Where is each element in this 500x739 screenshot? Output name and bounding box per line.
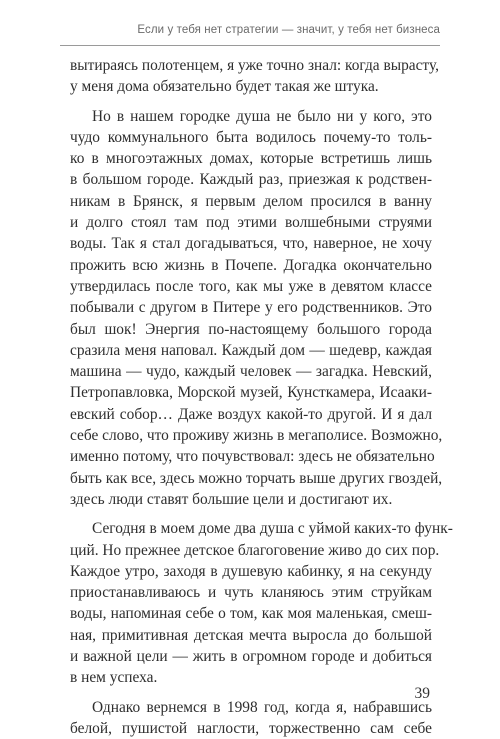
text-line: и долго стоял там под этими волшебными струями bbox=[70, 214, 432, 232]
text-line: ная, примитивная детская мечта выросла до большой bbox=[70, 626, 432, 644]
text-line: быть как все, здесь можно торчать выше других гвоздей, bbox=[70, 469, 443, 487]
text-line: вытираясь полотенцем, я уже точно знал: когда вырасту, bbox=[70, 57, 439, 74]
text-line: в большом городе. Каждый раз, приезжая к родствен- bbox=[70, 171, 432, 189]
text-line: чудо коммунального быта водилось почему-то толь- bbox=[70, 128, 432, 146]
text-line: Каждое утро, заходя в душевую кабинку, я на секунду bbox=[70, 562, 432, 580]
text-line: в нем успеха. bbox=[70, 669, 158, 687]
text-line: воды. Так я стал догадываться, что, наверное, не хочу bbox=[70, 235, 432, 253]
text-line: ций. Но прежнее детское благоговение живо до сих пор. bbox=[70, 541, 440, 559]
paragraph-4 bbox=[70, 697, 432, 739]
paragraph-3 bbox=[70, 518, 453, 688]
text-line: приостанавливаюсь и чуть кланяюсь этим струйкам bbox=[70, 584, 432, 602]
paragraph-2 bbox=[70, 106, 443, 511]
text-line: Петропавловка, Морской музей, Кунсткамера, Исааки- bbox=[70, 384, 432, 402]
header-rule bbox=[60, 45, 440, 46]
paragraph-1 bbox=[70, 55, 439, 98]
text-line: здесь люди ставят большие цели и достигают их. bbox=[70, 490, 393, 508]
text-line: никам в Брянск, я первым делом просился в ванну bbox=[70, 192, 432, 210]
text-line: именно потому, что почувствовал: здесь не обязательно bbox=[70, 448, 435, 466]
text-line: ко в многоэтажных домах, которые встретишь лишь bbox=[70, 150, 432, 168]
page-number: 39 bbox=[414, 685, 430, 702]
text-line: машина — чудо, каждый человек — загадка. Невский, bbox=[70, 363, 432, 381]
text-line: побывали с другом в Питере у его родственников. Это bbox=[70, 299, 432, 317]
text-line: воды, напоминая себе о том, как моя маленькая, смеш- bbox=[70, 605, 432, 623]
running-header: Если у тебя нет стратегии — значит, у тебя нет бизнеса bbox=[137, 24, 440, 36]
text-line: был шок! Энергия по-настоящему большого города bbox=[70, 320, 432, 338]
text-line: прожить всю жизнь в Почепе. Догадка окончательно bbox=[70, 256, 432, 274]
body-text bbox=[70, 55, 453, 739]
text-line: и важной цели — жить в огромном городе и добиться bbox=[70, 648, 432, 666]
text-line: Сегодня в моем доме два душа с уймой каких-то функ- bbox=[92, 520, 453, 538]
text-line: сразила меня наповал. Каждый дом — шедевр, каждая bbox=[70, 341, 432, 359]
text-line: евский собор… Даже воздух какой-то другой. И я дал bbox=[70, 405, 432, 423]
text-line: себе слово, что проживу жизнь в мегаполисе. Возможно, bbox=[70, 427, 443, 445]
text-line: Однако вернемся в 1998 год, когда я, набравшись bbox=[92, 698, 432, 716]
text-line: белой, пушистой наглости, торжественно сам себе bbox=[70, 719, 432, 737]
text-line: Но в нашем городке душа не было ни у кого, это bbox=[92, 107, 432, 125]
text-line: у меня дома обязательно будет такая же штука. bbox=[70, 78, 379, 96]
text-line: утвердилась после того, как мы уже в девятом классе bbox=[70, 277, 432, 295]
